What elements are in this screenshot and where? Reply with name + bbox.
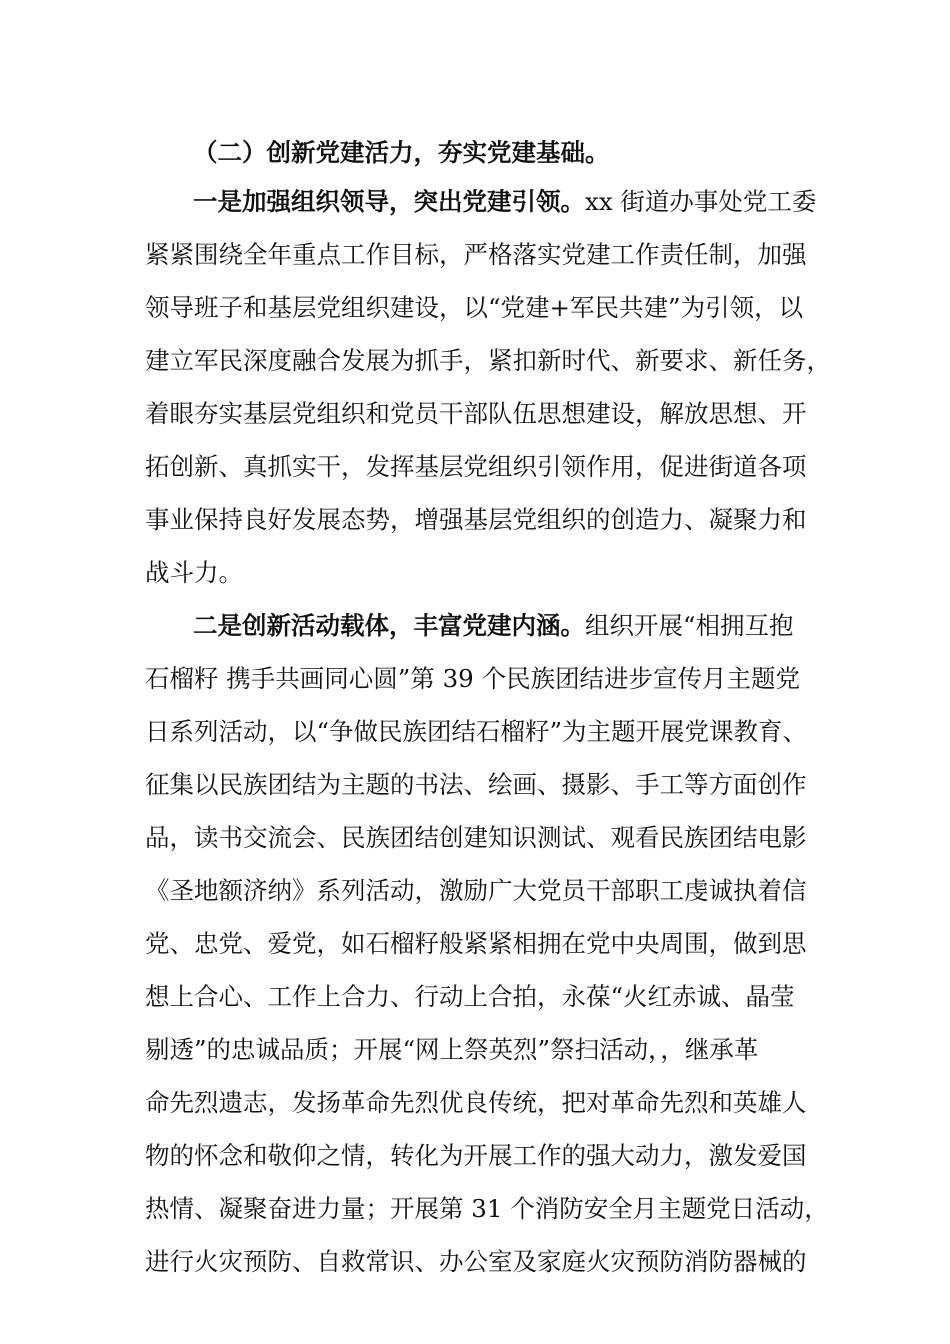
paragraph-1-line-5: 着眼夯实基层党组织和党员干部队伍思想建设，解放思想、开 bbox=[145, 399, 807, 428]
paragraph-2-line-6: 《圣地额济纳》系列活动，激励广大党员干部职工虔诚执着信 bbox=[145, 876, 807, 905]
paragraph-2-line-8: 想上合心、工作上合力、行动上合拍，永葆“火红赤诚、晶莹 bbox=[145, 982, 795, 1011]
paragraph-2-text: 组织开展“相拥互抱 bbox=[585, 611, 794, 640]
section-heading: （二）创新党建活力，夯实党建基础。 bbox=[193, 138, 610, 167]
paragraph-1-line-8: 战斗力。 bbox=[145, 558, 243, 587]
paragraph-1-line-1 bbox=[193, 187, 816, 217]
paragraph-1-lead: 一是加强组织领导，突出党建引领。 bbox=[193, 187, 585, 216]
paragraph-1-line-2: 紧紧围绕全年重点工作目标，严格落实党建工作责任制，加强 bbox=[145, 240, 807, 269]
paragraph-2-line-13: 进行火灾预防、自救常识、办公室及家庭火灾预防消防器械的 bbox=[145, 1247, 807, 1276]
paragraph-2-line-7: 党、忠党、爱党，如石榴籽般紧紧相拥在党中央周围，做到思 bbox=[145, 929, 807, 958]
paragraph-2-line-1 bbox=[193, 611, 794, 641]
paragraph-2-line-4: 征集以民族团结为主题的书法、绘画、摄影、手工等方面创作 bbox=[145, 770, 807, 799]
paragraph-1-line-6: 拓创新、真抓实干，发挥基层党组织引领作用，促进街道各项 bbox=[145, 452, 807, 481]
paragraph-1-line-4: 建立军民深度融合发展为抓手，紧扣新时代、新要求、新任务， bbox=[145, 346, 831, 375]
paragraph-1-line-3: 领导班子和基层党组织建设，以“党建+军民共建”为引领，以 bbox=[145, 293, 804, 322]
paragraph-1-text: xx 街道办事处党工委 bbox=[585, 187, 817, 216]
paragraph-2-line-11: 物的怀念和敬仰之情，转化为开展工作的强大动力，激发爱国 bbox=[145, 1141, 807, 1170]
paragraph-2-lead: 二是创新活动载体，丰富党建内涵。 bbox=[193, 611, 585, 640]
paragraph-1-line-7: 事业保持良好发展态势，增强基层党组织的创造力、凝聚力和 bbox=[145, 505, 807, 534]
paragraph-2-line-10: 命先烈遗志，发扬革命先烈优良传统，把对革命先烈和英雄人 bbox=[145, 1088, 807, 1117]
paragraph-2-line-5: 品，读书交流会、民族团结创建知识测试、观看民族团结电影 bbox=[145, 823, 807, 852]
paragraph-2-line-2: 石榴籽 携手共画同心圆”第 39 个民族团结进步宣传月主题党 bbox=[145, 664, 801, 693]
paragraph-2-line-3: 日系列活动，以“争做民族团结石榴籽”为主题开展党课教育、 bbox=[145, 717, 808, 746]
paragraph-2-line-12: 热情、凝聚奋进力量；开展第 31 个消防安全月主题党日活动， bbox=[145, 1194, 829, 1223]
paragraph-2-line-9: 剔透”的忠诚品质；开展“网上祭英烈”祭扫活动，，继承革 bbox=[145, 1035, 759, 1064]
